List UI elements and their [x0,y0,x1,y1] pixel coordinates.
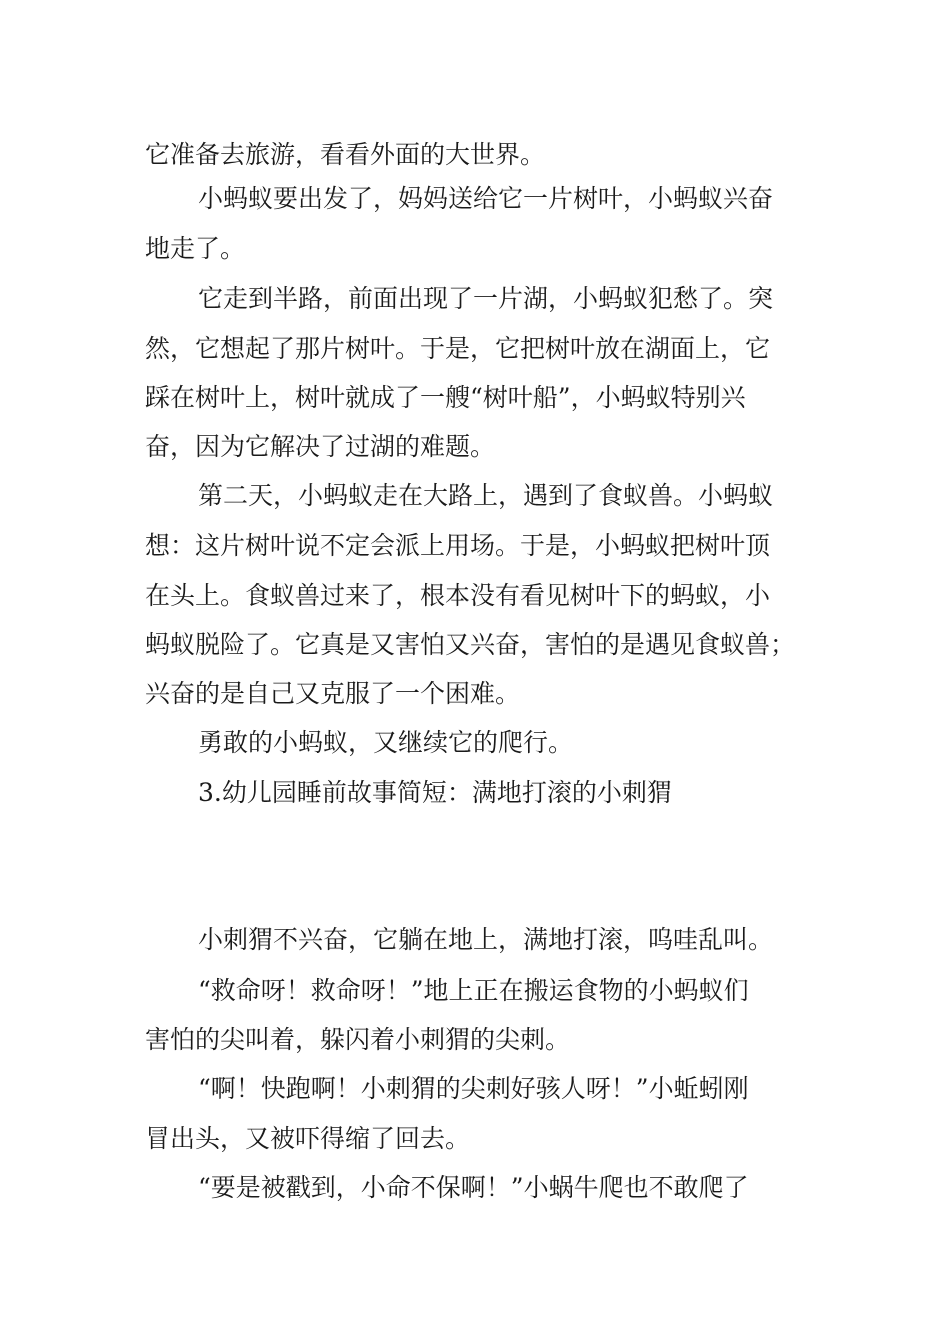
text-line: “啊！快跑啊！小刺猬的尖刺好骇人呀！”小蚯蚓刚 [198,1074,749,1103]
text-line: 冒出头，又被吓得缩了回去。 [145,1124,471,1153]
text-line: 害怕的尖叫着，躲闪着小刺猬的尖刺。 [145,1025,571,1054]
text-line: 奋，因为它解决了过湖的难题。 [145,432,496,461]
text-line: 兴奋的是自己又克服了一个困难。 [145,679,521,708]
text-line: 想：这片树叶说不定会派上用场。于是，小蚂蚁把树叶顶 [145,531,771,560]
text-line: 蚂蚁脱险了。它真是又害怕又兴奋，害怕的是遇见食蚁兽； [145,630,796,659]
text-line: 小刺猬不兴奋，它躺在地上，满地打滚，呜哇乱叫。 [198,925,774,954]
text-line: 踩在树叶上，树叶就成了一艘“树叶船”，小蚂蚁特别兴 [145,383,746,412]
text-line: “救命呀！救命呀！”地上正在搬运食物的小蚂蚁们 [198,976,749,1005]
text-line: 地走了。 [145,234,246,263]
text-line: 它准备去旅游，看看外面的大世界。 [145,140,546,169]
section-heading: 3.幼儿园睡前故事简短：满地打滚的小刺猬 [198,778,672,807]
text-line: 然，它想起了那片树叶。于是，它把树叶放在湖面上，它 [145,334,771,363]
text-line: 在头上。食蚁兽过来了，根本没有看见树叶下的蚂蚁，小 [145,581,771,610]
text-line: 勇敢的小蚂蚁，又继续它的爬行。 [198,728,574,757]
text-line: 小蚂蚁要出发了，妈妈送给它一片树叶，小蚂蚁兴奋 [198,184,774,213]
text-line: “要是被戳到，小命不保啊！”小蜗牛爬也不敢爬了 [198,1173,749,1202]
text-line: 它走到半路，前面出现了一片湖，小蚂蚁犯愁了。突 [198,284,774,313]
text-line: 第二天，小蚂蚁走在大路上，遇到了食蚁兽。小蚂蚁 [198,481,774,510]
